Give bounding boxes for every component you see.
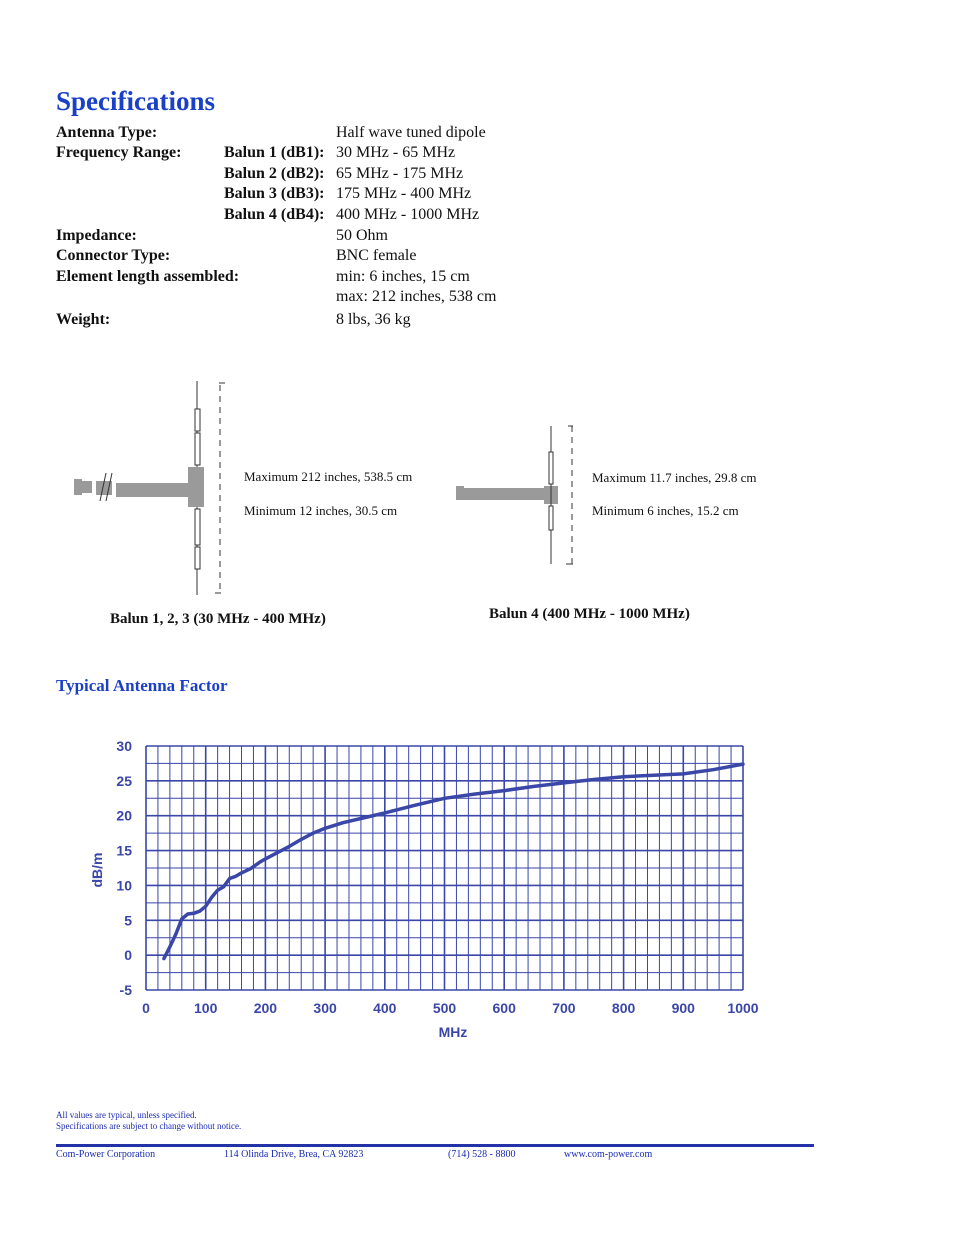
spec-label-balun-2: Balun 2 (dB2): [224,165,325,182]
chart-grid [146,746,743,990]
spec-value-balun-3: 175 MHz - 400 MHz [336,185,472,202]
spec-label-weight: Weight: [56,311,111,328]
chart-ticks [116,738,758,1016]
right-min-length: Minimum 6 inches, 15.2 cm [592,503,739,518]
series-line-0 [164,764,743,959]
spec-value-balun-1: 30 MHz - 65 MHz [336,144,456,161]
spec-label-balun-4: Balun 4 (dB4): [224,206,325,223]
x-tick-500: 500 [432,1000,457,1016]
y-tick-15: 15 [116,842,132,859]
spec-value-connector: BNC female [336,247,417,264]
spec-value-impedance: 50 Ohm [336,227,388,244]
spec-label-balun-3: Balun 3 (dB3): [224,185,325,202]
x-axis-label: MHz [438,1024,468,1040]
y-tick-30: 30 [116,738,132,754]
right-max-length: Maximum 11.7 inches, 29.8 cm [592,470,757,485]
section-title: Typical Antenna Factor [56,676,228,695]
chart-series [164,764,743,959]
element-lower [195,507,200,595]
x-tick-300: 300 [313,1000,337,1016]
x-tick-400: 400 [373,1000,397,1016]
x-tick-800: 800 [611,1000,636,1016]
spec-label-element-length: Element length assembled: [56,268,240,285]
element-upper [195,381,200,467]
x-tick-1000: 1000 [727,1000,759,1016]
page-title: Specifications [56,86,215,116]
antenna-factor-chart [80,730,780,1050]
x-tick-700: 700 [552,1000,576,1016]
y-axis-label: dB/m [89,852,105,888]
spec-value-weight: 8 lbs, 36 kg [336,311,411,328]
y-tick--5: -5 [119,982,132,998]
spec-value-antenna-type: Half wave tuned dipole [336,124,486,141]
x-tick-600: 600 [492,1000,516,1016]
left-max-length: Maximum 212 inches, 538.5 cm [244,469,413,484]
balun-123-diagram [60,375,240,600]
footer-rule [56,1144,814,1147]
y-tick-5: 5 [124,912,132,929]
x-tick-200: 200 [253,1000,278,1016]
spec-label-balun-1: Balun 1 (dB1): [224,144,325,161]
dimension-line-right [566,426,573,564]
right-diagram-caption: Balun 4 (400 MHz - 1000 MHz) [489,606,690,622]
balun-4-diagram [452,420,582,572]
spec-value-element-length-max: max: 212 inches, 538 cm [336,288,497,305]
spec-label-antenna-type: Antenna Type: [56,124,158,141]
x-tick-0: 0 [142,1000,150,1016]
balun-block [188,467,204,507]
left-diagram-caption: Balun 1, 2, 3 (30 MHz - 400 MHz) [110,611,326,627]
left-min-length: Minimum 12 inches, 30.5 cm [244,503,398,518]
spec-value-balun-2: 65 MHz - 175 MHz [336,165,464,182]
dimension-line-left [215,383,225,593]
note-change: Specifications are subject to change without notice. [56,1121,242,1131]
spec-label-impedance: Impedance: [56,227,137,244]
boom-left [74,473,190,501]
spec-value-balun-4: 400 MHz - 1000 MHz [336,206,480,223]
y-tick-25: 25 [116,772,132,789]
spec-label-connector: Connector Type: [56,247,171,264]
spec-label-frequency-range: Frequency Range: [56,144,182,161]
note-typical: All values are typical, unless specified. [56,1110,197,1120]
footer-company: Com-Power Corporation [56,1149,156,1160]
y-tick-20: 20 [116,807,132,824]
footer-phone: (714) 528 - 8800 [448,1149,516,1160]
x-tick-900: 900 [671,1000,695,1016]
footer-address: 114 Olinda Drive, Brea, CA 92823 [224,1149,364,1160]
y-tick-10: 10 [116,877,132,894]
footer-website-link[interactable]: www.com-power.com [564,1149,653,1160]
x-tick-100: 100 [194,1000,218,1016]
spec-value-element-length-min: min: 6 inches, 15 cm [336,268,470,285]
boom-right [456,486,558,504]
y-tick-0: 0 [124,947,132,964]
